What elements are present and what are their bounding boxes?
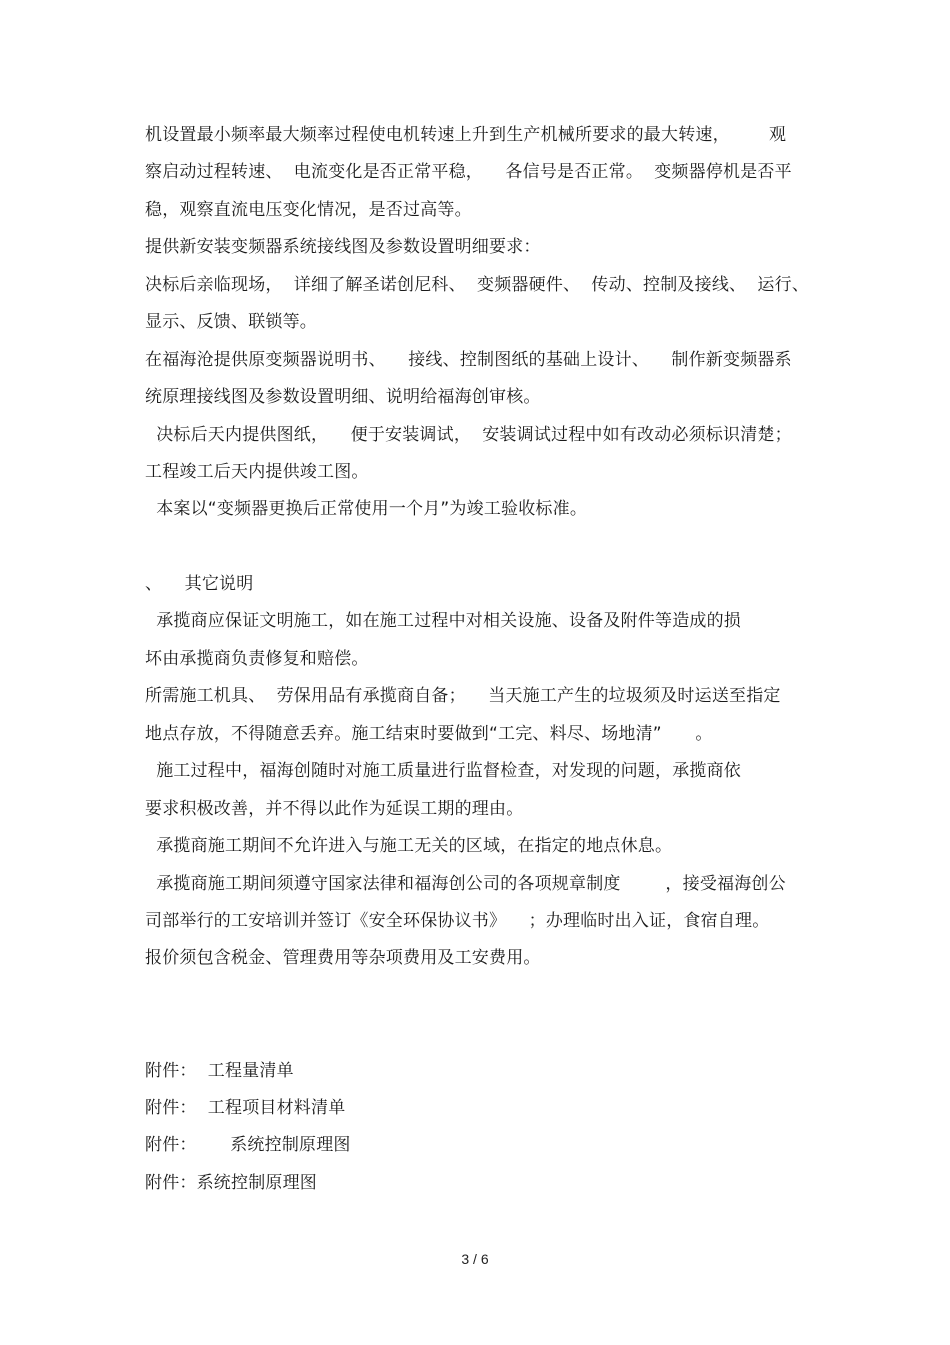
text-line: 要求积极改善，并不得以此作为延误工期的理由。 <box>145 799 524 819</box>
text-line: 显示、反馈、联锁等。 <box>145 312 317 332</box>
text-line: 报价须包含税金、管理费用等杂项费用及工安费用。 <box>145 948 541 968</box>
text-line: 司部举行的工安培训并签订《安全环保协议书》 ；办理临时出入证，食宿自理。 <box>145 911 770 931</box>
text-line: 施工过程中，福海创随时对施工质量进行监督检查，对发现的问题，承揽商依 <box>145 761 742 781</box>
text-line: 工程竣工后天内提供竣工图。 <box>145 462 369 482</box>
text-line: 稳，观察直流电压变化情况，是否过高等。 <box>145 200 472 220</box>
attachment-item: 附件： 工程项目材料清单 <box>145 1098 346 1118</box>
page-number: 3 / 6 <box>461 1251 489 1267</box>
text-line: 承揽商应保证文明施工，如在施工过程中对相关设施、设备及附件等造成的损 <box>145 611 742 631</box>
attachment-item: 附件：系统控制原理图 <box>145 1173 317 1193</box>
attachment-item: 附件： 系统控制原理图 <box>145 1135 351 1155</box>
attachment-item: 附件： 工程量清单 <box>145 1061 294 1081</box>
text-line: 提供新安装变频器系统接线图及参数设置明细要求： <box>145 237 541 257</box>
text-line: 所需施工机具、 劳保用品有承揽商自备； 当天施工产生的垃圾须及时运送至指定 <box>145 686 781 706</box>
text-line: 在福海沧提供原变频器说明书、 接线、控制图纸的基础上设计、 制作新变频器系 <box>145 350 792 370</box>
section-heading: 、 其它说明 <box>145 574 254 594</box>
text-line: 承揽商施工期间须遵守国家法律和福海创公司的各项规章制度 ，接受福海创公 <box>145 874 786 894</box>
text-line: 坏由承揽商负责修复和赔偿。 <box>145 649 369 669</box>
text-line: 机设置最小频率最大频率过程使电机转速上升到生产机械所要求的最大转速， 观 <box>145 125 787 145</box>
text-line: 决标后天内提供图纸， 便于安装调试， 安装调试过程中如有改动必须标识清楚； <box>145 425 792 445</box>
text-line: 察启动过程转速、 电流变化是否正常平稳， 各信号是否正常。 变频器停机是否平 <box>145 162 792 182</box>
text-line: 地点存放，不得随意丢弃。施工结束时要做到“工完、料尽、场地清” 。 <box>145 724 713 744</box>
text-line: 承揽商施工期间不允许进入与施工无关的区域，在指定的地点休息。 <box>145 836 673 856</box>
text-line: 本案以“变频器更换后正常使用一个月”为竣工验收标准。 <box>145 499 588 519</box>
text-line: 决标后亲临现场， 详细了解圣诺创尼科、 变频器硬件、 传动、控制及接线、 运行、 <box>145 275 810 295</box>
text-line: 统原理接线图及参数设置明细、说明给福海创审核。 <box>145 387 541 407</box>
